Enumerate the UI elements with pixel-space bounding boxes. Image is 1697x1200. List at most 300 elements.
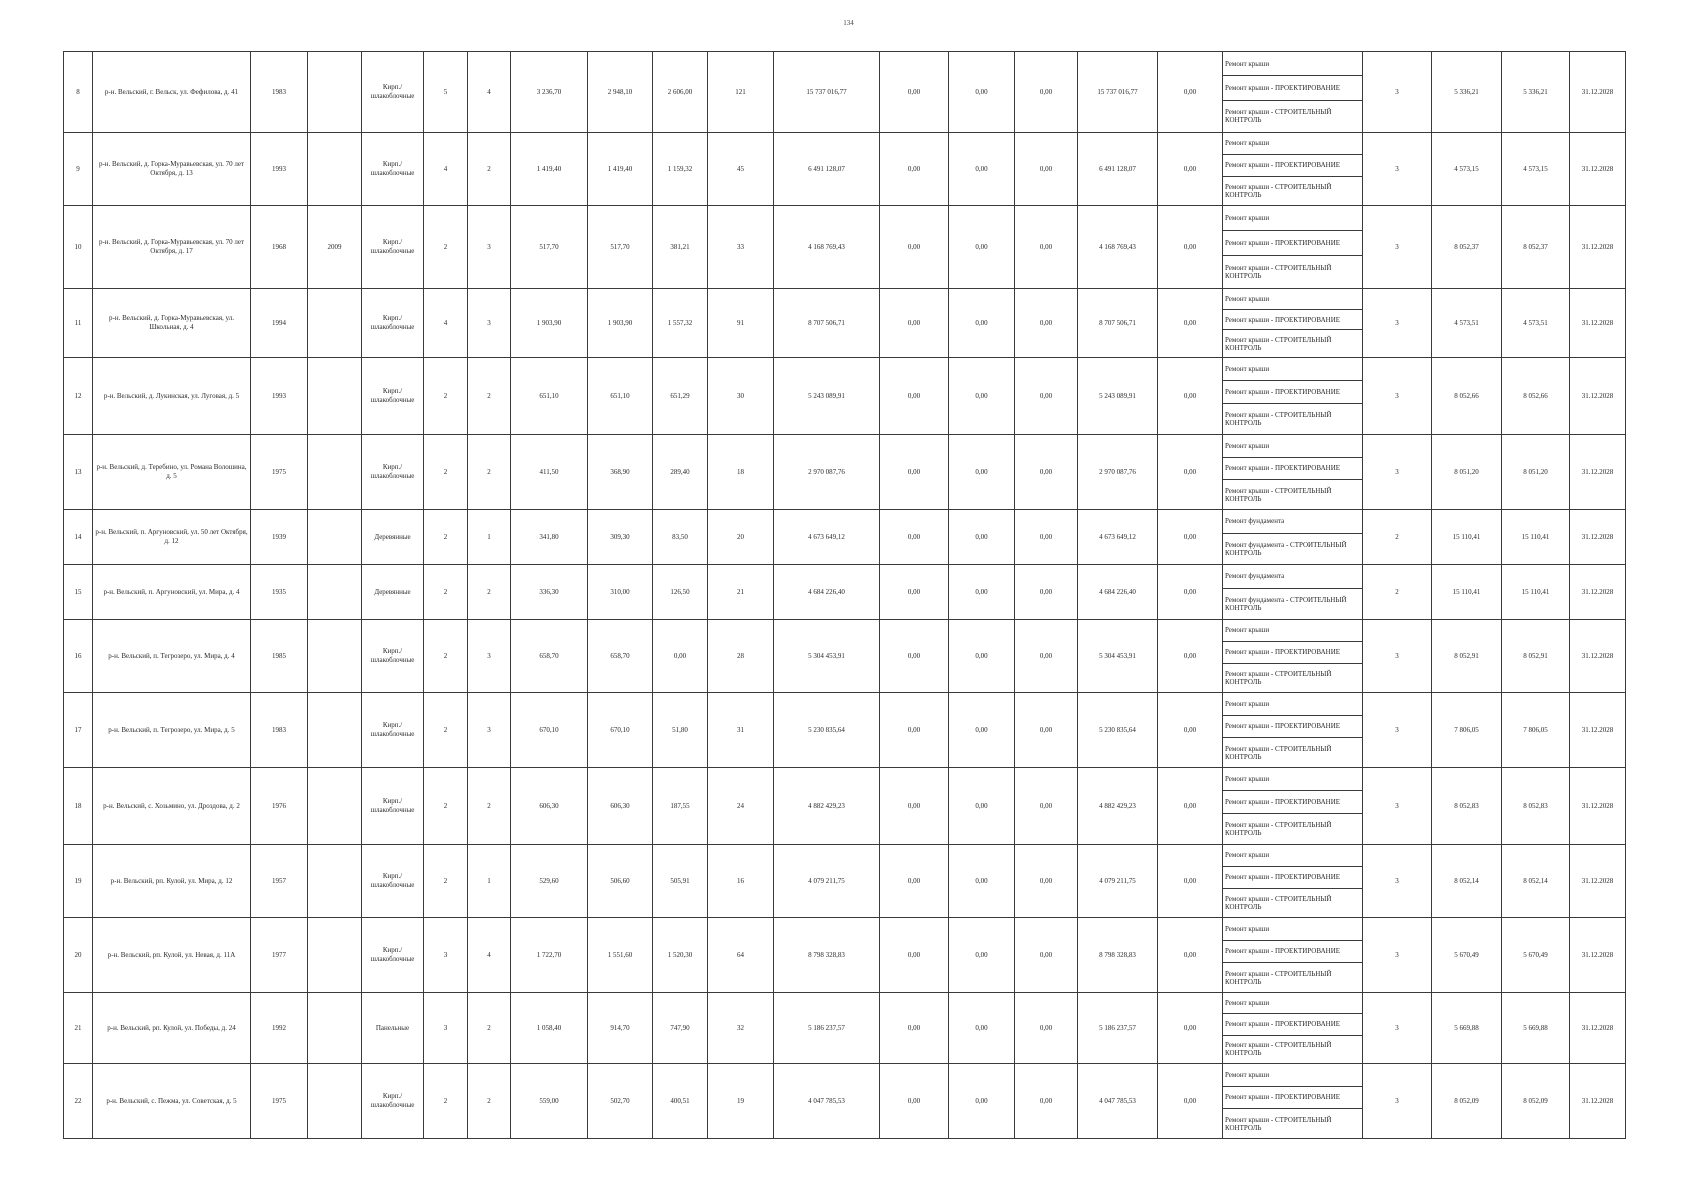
table-row [64,206,1626,289]
total-cost-cell: 4 684 226,40 [774,565,880,620]
work-item: Ремонт крыши - ПРОЕКТИРОВАНИЕ [1223,230,1362,255]
work-item: Ремонт крыши [1225,213,1270,222]
row-number: 13 [64,435,93,510]
deadline-cell: 31.12.2028 [1570,358,1626,435]
table-row [64,768,1626,845]
total-area-cell: 336,30 [511,565,588,620]
owner-funds-cell: 5 304 453,91 [1078,620,1158,693]
other-funds-cell: 0,00 [1158,693,1223,768]
residential-area-cell: 2 606,00 [653,52,708,133]
total-cost-cell: 15 737 016,77 [774,52,880,133]
row-number: 18 [64,768,93,845]
living-area-cell: 502,70 [588,1064,653,1139]
max-unit-cost-cell: 8 052,14 [1502,845,1570,918]
other-funds-cell: 0,00 [1158,435,1223,510]
works-list-cell [1223,1064,1363,1139]
local-funds-cell: 0,00 [1015,133,1078,206]
regional-funds-cell: 0,00 [949,358,1015,435]
deadline-cell: 31.12.2028 [1570,918,1626,993]
table-row [64,52,1626,133]
build-year-cell: 1975 [251,1064,308,1139]
total-cost-cell: 5 304 453,91 [774,620,880,693]
other-funds-cell: 0,00 [1158,993,1223,1064]
residential-area-cell: 51,80 [653,693,708,768]
deadline-cell: 31.12.2028 [1570,620,1626,693]
address-cell: р-н. Вельский, г. Вельск, ул. Фефилова, д. 41 [93,52,251,133]
other-funds-cell: 0,00 [1158,1064,1223,1139]
residential-area-cell: 126,50 [653,565,708,620]
wall-material-cell: Кирп./ шлакоблочные [362,206,424,289]
floors-cell: 2 [424,510,468,565]
unit-cost-cell: 5 669,88 [1432,993,1502,1064]
total-cost-cell: 5 186 237,57 [774,993,880,1064]
regional-funds-cell: 0,00 [949,768,1015,845]
owner-funds-cell: 4 684 226,40 [1078,565,1158,620]
work-item: Ремонт крыши - ПРОЕКТИРОВАНИЕ [1223,715,1362,738]
living-area-cell: 309,30 [588,510,653,565]
address-cell: р-н. Вельский, рп. Кулой, ул. Невая, д. 11А [93,918,251,993]
other-funds-cell: 0,00 [1158,52,1223,133]
deadline-cell: 31.12.2028 [1570,52,1626,133]
local-funds-cell: 0,00 [1015,510,1078,565]
total-cost-cell: 4 882 429,23 [774,768,880,845]
regional-funds-cell: 0,00 [949,52,1015,133]
row-number: 9 [64,133,93,206]
total-cost-cell: 2 970 087,76 [774,435,880,510]
local-funds-cell: 0,00 [1015,206,1078,289]
renovation-year-cell [308,918,362,993]
works-list-cell [1223,565,1363,620]
max-unit-cost-cell: 5 669,88 [1502,993,1570,1064]
address-cell: р-н. Вельский, п. Тегрозеро, ул. Мира, д. 4 [93,620,251,693]
deadline-cell: 31.12.2028 [1570,768,1626,845]
work-item: Ремонт крыши - ПРОЕКТИРОВАНИЕ [1223,1086,1362,1109]
deadline-cell: 31.12.2028 [1570,693,1626,768]
work-item: Ремонт крыши - ПРОЕКТИРОВАНИЕ [1223,940,1362,963]
owner-funds-cell: 5 243 089,91 [1078,358,1158,435]
max-unit-cost-cell: 4 573,51 [1502,289,1570,358]
residential-area-cell: 381,21 [653,206,708,289]
owner-funds-cell: 8 798 328,83 [1078,918,1158,993]
works-count-cell: 3 [1363,693,1432,768]
work-item: Ремонт крыши [1225,851,1270,860]
unit-cost-cell: 5 670,49 [1432,918,1502,993]
work-item: Ремонт крыши - ПРОЕКТИРОВАНИЕ [1223,790,1362,813]
regional-funds-cell: 0,00 [949,1064,1015,1139]
work-item: Ремонт фундамента [1225,517,1285,526]
build-year-cell: 1983 [251,52,308,133]
other-funds-cell: 0,00 [1158,565,1223,620]
work-item: Ремонт крыши - СТРОИТЕЛЬНЫЙ КОНТРОЛЬ [1223,962,1362,992]
deadline-cell: 31.12.2028 [1570,565,1626,620]
work-item: Ремонт крыши - СТРОИТЕЛЬНЫЙ КОНТРОЛЬ [1223,1035,1362,1063]
other-funds-cell: 0,00 [1158,133,1223,206]
table-row [64,358,1626,435]
living-area-cell: 1 551,60 [588,918,653,993]
max-unit-cost-cell: 5 336,21 [1502,52,1570,133]
total-area-cell: 517,70 [511,206,588,289]
work-item: Ремонт крыши [1225,626,1270,635]
work-item: Ремонт крыши - СТРОИТЕЛЬНЫЙ КОНТРОЛЬ [1223,813,1362,844]
unit-cost-cell: 8 052,14 [1432,845,1502,918]
work-item: Ремонт крыши - ПРОЕКТИРОВАНИЕ [1223,75,1362,99]
residents-cell: 19 [708,1064,774,1139]
work-item: Ремонт крыши - ПРОЕКТИРОВАНИЕ [1223,309,1362,330]
entrances-cell: 4 [468,918,511,993]
works-count-cell: 3 [1363,358,1432,435]
max-unit-cost-cell: 15 110,41 [1502,565,1570,620]
works-count-cell: 3 [1363,620,1432,693]
regional-funds-cell: 0,00 [949,918,1015,993]
renovation-year-cell [308,52,362,133]
renovation-year-cell [308,620,362,693]
row-number: 17 [64,693,93,768]
table-row [64,993,1626,1064]
floors-cell: 2 [424,845,468,918]
local-funds-cell: 0,00 [1015,620,1078,693]
local-funds-cell: 0,00 [1015,993,1078,1064]
residential-area-cell: 651,29 [653,358,708,435]
address-cell: р-н. Вельский, д. Лукинская, ул. Луговая, д. 5 [93,358,251,435]
regional-funds-cell: 0,00 [949,435,1015,510]
row-number: 21 [64,993,93,1064]
build-year-cell: 1957 [251,845,308,918]
work-item: Ремонт крыши - СТРОИТЕЛЬНЫЙ КОНТРОЛЬ [1223,403,1362,434]
works-count-cell: 2 [1363,565,1432,620]
work-item: Ремонт крыши - ПРОЕКТИРОВАНИЕ [1223,380,1362,403]
table-row [64,289,1626,358]
max-unit-cost-cell: 8 052,91 [1502,620,1570,693]
regional-funds-cell: 0,00 [949,620,1015,693]
address-cell: р-н. Вельский, с. Пежма, ул. Советская, д. 5 [93,1064,251,1139]
max-unit-cost-cell: 15 110,41 [1502,510,1570,565]
works-list-cell [1223,768,1363,845]
address-cell: р-н. Вельский, п. Тегрозеро, ул. Мира, д. 5 [93,693,251,768]
local-funds-cell: 0,00 [1015,918,1078,993]
wall-material-cell: Деревянные [362,510,424,565]
federal-funds-cell: 0,00 [880,693,949,768]
regional-funds-cell: 0,00 [949,510,1015,565]
address-cell: р-н. Вельский, д. Горка-Муравьевская, ул. Школьная, д. 4 [93,289,251,358]
residents-cell: 121 [708,52,774,133]
living-area-cell: 606,30 [588,768,653,845]
owner-funds-cell: 15 737 016,77 [1078,52,1158,133]
owner-funds-cell: 4 882 429,23 [1078,768,1158,845]
deadline-cell: 31.12.2028 [1570,510,1626,565]
work-item: Ремонт крыши [1225,59,1270,68]
floors-cell: 2 [424,206,468,289]
federal-funds-cell: 0,00 [880,768,949,845]
unit-cost-cell: 8 052,83 [1432,768,1502,845]
table-row [64,620,1626,693]
other-funds-cell: 0,00 [1158,510,1223,565]
deadline-cell: 31.12.2028 [1570,206,1626,289]
living-area-cell: 517,70 [588,206,653,289]
other-funds-cell: 0,00 [1158,768,1223,845]
residents-cell: 32 [708,993,774,1064]
table-row [64,918,1626,993]
row-number: 14 [64,510,93,565]
unit-cost-cell: 15 110,41 [1432,565,1502,620]
floors-cell: 4 [424,133,468,206]
entrances-cell: 2 [468,435,511,510]
residential-area-cell: 1 159,32 [653,133,708,206]
work-item: Ремонт крыши - СТРОИТЕЛЬНЫЙ КОНТРОЛЬ [1223,737,1362,767]
page-number: 134 [843,19,854,27]
residential-area-cell: 187,55 [653,768,708,845]
repair-register-table [63,51,1626,1139]
works-count-cell: 3 [1363,133,1432,206]
build-year-cell: 1935 [251,565,308,620]
wall-material-cell: Панельные [362,993,424,1064]
total-area-cell: 1 903,90 [511,289,588,358]
wall-material-cell: Кирп./ шлакоблочные [362,289,424,358]
work-item: Ремонт крыши [1225,1070,1270,1079]
federal-funds-cell: 0,00 [880,289,949,358]
residential-area-cell: 1 520,30 [653,918,708,993]
renovation-year-cell: 2009 [308,206,362,289]
total-cost-cell: 8 707 506,71 [774,289,880,358]
total-cost-cell: 8 798 328,83 [774,918,880,993]
wall-material-cell: Кирп./ шлакоблочные [362,52,424,133]
row-number: 12 [64,358,93,435]
row-number: 11 [64,289,93,358]
local-funds-cell: 0,00 [1015,768,1078,845]
total-cost-cell: 4 673 649,12 [774,510,880,565]
owner-funds-cell: 4 673 649,12 [1078,510,1158,565]
build-year-cell: 1985 [251,620,308,693]
address-cell: р-н. Вельский, п. Аргуновский, ул. 50 лет Октября, д. 12 [93,510,251,565]
works-count-cell: 3 [1363,435,1432,510]
local-funds-cell: 0,00 [1015,693,1078,768]
entrances-cell: 2 [468,993,511,1064]
max-unit-cost-cell: 8 052,66 [1502,358,1570,435]
work-item: Ремонт крыши [1225,139,1270,148]
entrances-cell: 2 [468,565,511,620]
regional-funds-cell: 0,00 [949,693,1015,768]
works-list-cell [1223,206,1363,289]
entrances-cell: 1 [468,510,511,565]
residents-cell: 28 [708,620,774,693]
works-list-cell [1223,133,1363,206]
total-area-cell: 529,60 [511,845,588,918]
works-count-cell: 2 [1363,510,1432,565]
regional-funds-cell: 0,00 [949,845,1015,918]
federal-funds-cell: 0,00 [880,510,949,565]
federal-funds-cell: 0,00 [880,358,949,435]
living-area-cell: 2 948,10 [588,52,653,133]
work-item: Ремонт крыши - СТРОИТЕЛЬНЫЙ КОНТРОЛЬ [1223,479,1362,509]
work-item: Ремонт крыши - СТРОИТЕЛЬНЫЙ КОНТРОЛЬ [1223,100,1362,132]
total-area-cell: 341,80 [511,510,588,565]
address-cell: р-н. Вельский, с. Хозьмино, ул. Дроздова, д. 2 [93,768,251,845]
other-funds-cell: 0,00 [1158,845,1223,918]
living-area-cell: 1 903,90 [588,289,653,358]
local-funds-cell: 0,00 [1015,289,1078,358]
entrances-cell: 3 [468,206,511,289]
federal-funds-cell: 0,00 [880,133,949,206]
residents-cell: 91 [708,289,774,358]
renovation-year-cell [308,565,362,620]
residents-cell: 24 [708,768,774,845]
works-list-cell [1223,289,1363,358]
residential-area-cell: 289,40 [653,435,708,510]
works-list-cell [1223,52,1363,133]
residential-area-cell: 747,90 [653,993,708,1064]
floors-cell: 2 [424,565,468,620]
max-unit-cost-cell: 8 052,09 [1502,1064,1570,1139]
wall-material-cell: Кирп./ шлакоблочные [362,133,424,206]
wall-material-cell: Кирп./ шлакоблочные [362,845,424,918]
table-row [64,510,1626,565]
renovation-year-cell [308,845,362,918]
work-item: Ремонт крыши [1225,924,1270,933]
unit-cost-cell: 5 336,21 [1432,52,1502,133]
work-item: Ремонт крыши - СТРОИТЕЛЬНЫЙ КОНТРОЛЬ [1223,176,1362,205]
address-cell: р-н. Вельский, рп. Кулой, ул. Мира, д. 12 [93,845,251,918]
works-count-cell: 3 [1363,206,1432,289]
works-list-cell [1223,918,1363,993]
works-list-cell [1223,358,1363,435]
unit-cost-cell: 8 052,09 [1432,1064,1502,1139]
local-funds-cell: 0,00 [1015,358,1078,435]
entrances-cell: 2 [468,1064,511,1139]
work-item: Ремонт крыши [1225,365,1270,374]
owner-funds-cell: 8 707 506,71 [1078,289,1158,358]
owner-funds-cell: 6 491 128,07 [1078,133,1158,206]
local-funds-cell: 0,00 [1015,435,1078,510]
federal-funds-cell: 0,00 [880,620,949,693]
federal-funds-cell: 0,00 [880,52,949,133]
renovation-year-cell [308,768,362,845]
works-list-cell [1223,620,1363,693]
federal-funds-cell: 0,00 [880,1064,949,1139]
work-item: Ремонт крыши - ПРОЕКТИРОВАНИЕ [1223,866,1362,888]
max-unit-cost-cell: 8 052,37 [1502,206,1570,289]
living-area-cell: 1 419,40 [588,133,653,206]
federal-funds-cell: 0,00 [880,435,949,510]
row-number: 16 [64,620,93,693]
max-unit-cost-cell: 4 573,15 [1502,133,1570,206]
total-area-cell: 1 419,40 [511,133,588,206]
other-funds-cell: 0,00 [1158,620,1223,693]
address-cell: р-н. Вельский, д. Горка-Муравьевская, ул. 70 лет Октября, д. 17 [93,206,251,289]
table-row [64,1064,1626,1139]
entrances-cell: 2 [468,768,511,845]
residents-cell: 20 [708,510,774,565]
max-unit-cost-cell: 8 051,20 [1502,435,1570,510]
work-item: Ремонт крыши - ПРОЕКТИРОВАНИЕ [1223,154,1362,176]
owner-funds-cell: 4 079 211,75 [1078,845,1158,918]
renovation-year-cell [308,133,362,206]
build-year-cell: 1993 [251,358,308,435]
work-item: Ремонт крыши [1225,441,1270,450]
works-count-cell: 3 [1363,768,1432,845]
unit-cost-cell: 8 052,37 [1432,206,1502,289]
residents-cell: 45 [708,133,774,206]
regional-funds-cell: 0,00 [949,289,1015,358]
works-list-cell [1223,510,1363,565]
local-funds-cell: 0,00 [1015,1064,1078,1139]
floors-cell: 2 [424,693,468,768]
local-funds-cell: 0,00 [1015,52,1078,133]
work-item: Ремонт фундамента - СТРОИТЕЛЬНЫЙ КОНТРОЛЬ [1223,588,1362,619]
unit-cost-cell: 8 051,20 [1432,435,1502,510]
federal-funds-cell: 0,00 [880,918,949,993]
work-item: Ремонт крыши - СТРОИТЕЛЬНЫЙ КОНТРОЛЬ [1223,1108,1362,1138]
works-list-cell [1223,993,1363,1064]
works-list-cell [1223,435,1363,510]
regional-funds-cell: 0,00 [949,565,1015,620]
entrances-cell: 3 [468,620,511,693]
row-number: 22 [64,1064,93,1139]
floors-cell: 2 [424,1064,468,1139]
wall-material-cell: Кирп./ шлакоблочные [362,358,424,435]
address-cell: р-н. Вельский, д. Горка-Муравьевская, ул. 70 лет Октября, д. 13 [93,133,251,206]
renovation-year-cell [308,693,362,768]
unit-cost-cell: 4 573,15 [1432,133,1502,206]
other-funds-cell: 0,00 [1158,358,1223,435]
total-cost-cell: 5 243 089,91 [774,358,880,435]
deadline-cell: 31.12.2028 [1570,289,1626,358]
wall-material-cell: Кирп./ шлакоблочные [362,620,424,693]
renovation-year-cell [308,289,362,358]
works-count-cell: 3 [1363,993,1432,1064]
local-funds-cell: 0,00 [1015,565,1078,620]
entrances-cell: 2 [468,133,511,206]
total-area-cell: 670,10 [511,693,588,768]
total-area-cell: 411,50 [511,435,588,510]
table-row [64,435,1626,510]
total-area-cell: 606,30 [511,768,588,845]
total-area-cell: 559,00 [511,1064,588,1139]
unit-cost-cell: 7 806,05 [1432,693,1502,768]
row-number: 15 [64,565,93,620]
deadline-cell: 31.12.2028 [1570,993,1626,1064]
deadline-cell: 31.12.2028 [1570,133,1626,206]
total-cost-cell: 4 168 769,43 [774,206,880,289]
works-list-cell [1223,693,1363,768]
entrances-cell: 2 [468,358,511,435]
living-area-cell: 368,90 [588,435,653,510]
work-item: Ремонт крыши - ПРОЕКТИРОВАНИЕ [1223,457,1362,480]
renovation-year-cell [308,358,362,435]
federal-funds-cell: 0,00 [880,993,949,1064]
table-row [64,693,1626,768]
total-area-cell: 3 236,70 [511,52,588,133]
renovation-year-cell [308,510,362,565]
residents-cell: 64 [708,918,774,993]
table-row [64,133,1626,206]
federal-funds-cell: 0,00 [880,565,949,620]
unit-cost-cell: 8 052,91 [1432,620,1502,693]
other-funds-cell: 0,00 [1158,206,1223,289]
total-area-cell: 1 722,70 [511,918,588,993]
build-year-cell: 1993 [251,133,308,206]
residential-area-cell: 0,00 [653,620,708,693]
total-cost-cell: 4 079 211,75 [774,845,880,918]
build-year-cell: 1976 [251,768,308,845]
residential-area-cell: 505,91 [653,845,708,918]
table-row [64,845,1626,918]
work-item: Ремонт крыши - ПРОЕКТИРОВАНИЕ [1223,1013,1362,1034]
living-area-cell: 658,70 [588,620,653,693]
wall-material-cell: Кирп./ шлакоблочные [362,768,424,845]
max-unit-cost-cell: 7 806,05 [1502,693,1570,768]
residents-cell: 18 [708,435,774,510]
deadline-cell: 31.12.2028 [1570,1064,1626,1139]
work-item: Ремонт крыши [1225,294,1270,303]
